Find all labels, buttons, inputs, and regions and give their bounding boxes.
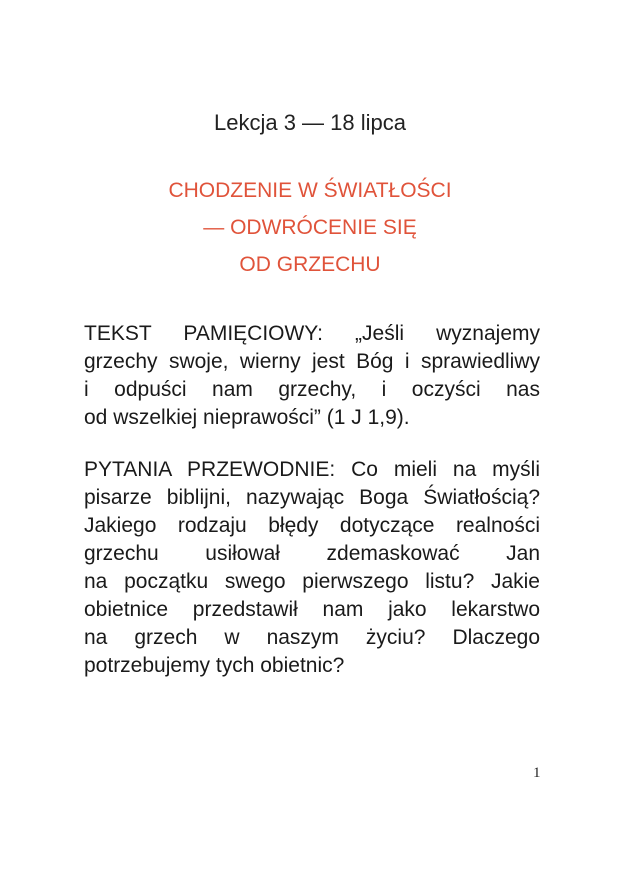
guiding-questions-line: na początku swego pierwszego listu? Jakie [84,570,540,593]
memory-text-paragraph [84,320,540,432]
guiding-questions-line: PYTANIA PRZEWODNIE: Co mieli na myśli [84,458,540,481]
lesson-title-line: OD GRZECHU [239,253,381,276]
lesson-title-line: CHODZENIE W ŚWIATŁOŚCI [168,179,452,202]
lesson-title-line: — ODWRÓCENIE SIĘ [203,216,417,239]
memory-text-line: grzechy swoje, wierny jest Bóg i sprawiedliwy [84,350,540,373]
memory-text-line: od wszelkiej nieprawości” (1 J 1,9). [84,406,410,429]
lesson-title [0,172,620,283]
memory-text-line: TEKST PAMIĘCIOWY: „Jeśli wyznajemy [84,322,540,345]
guiding-questions-line: grzechu usiłował zdemaskować Jan [84,542,540,565]
guiding-questions-line: potrzebujemy tych obietnic? [84,654,345,677]
page-number: 1 [533,765,541,781]
guiding-questions-line: pisarze biblijni, nazywając Boga Światłością? [84,486,540,509]
guiding-questions-line: Jakiego rodzaju błędy dotyczące realności [84,514,540,537]
guiding-questions-paragraph [84,456,540,680]
guiding-questions-line: na grzech w naszym życiu? Dlaczego [84,626,540,649]
guiding-questions-line: obietnice przedstawił nam jako lekarstwo [84,598,540,621]
lesson-header: Lekcja 3 — 18 lipca [214,110,406,135]
memory-text-line: i odpuści nam grzechy, i oczyści nas [84,378,540,401]
